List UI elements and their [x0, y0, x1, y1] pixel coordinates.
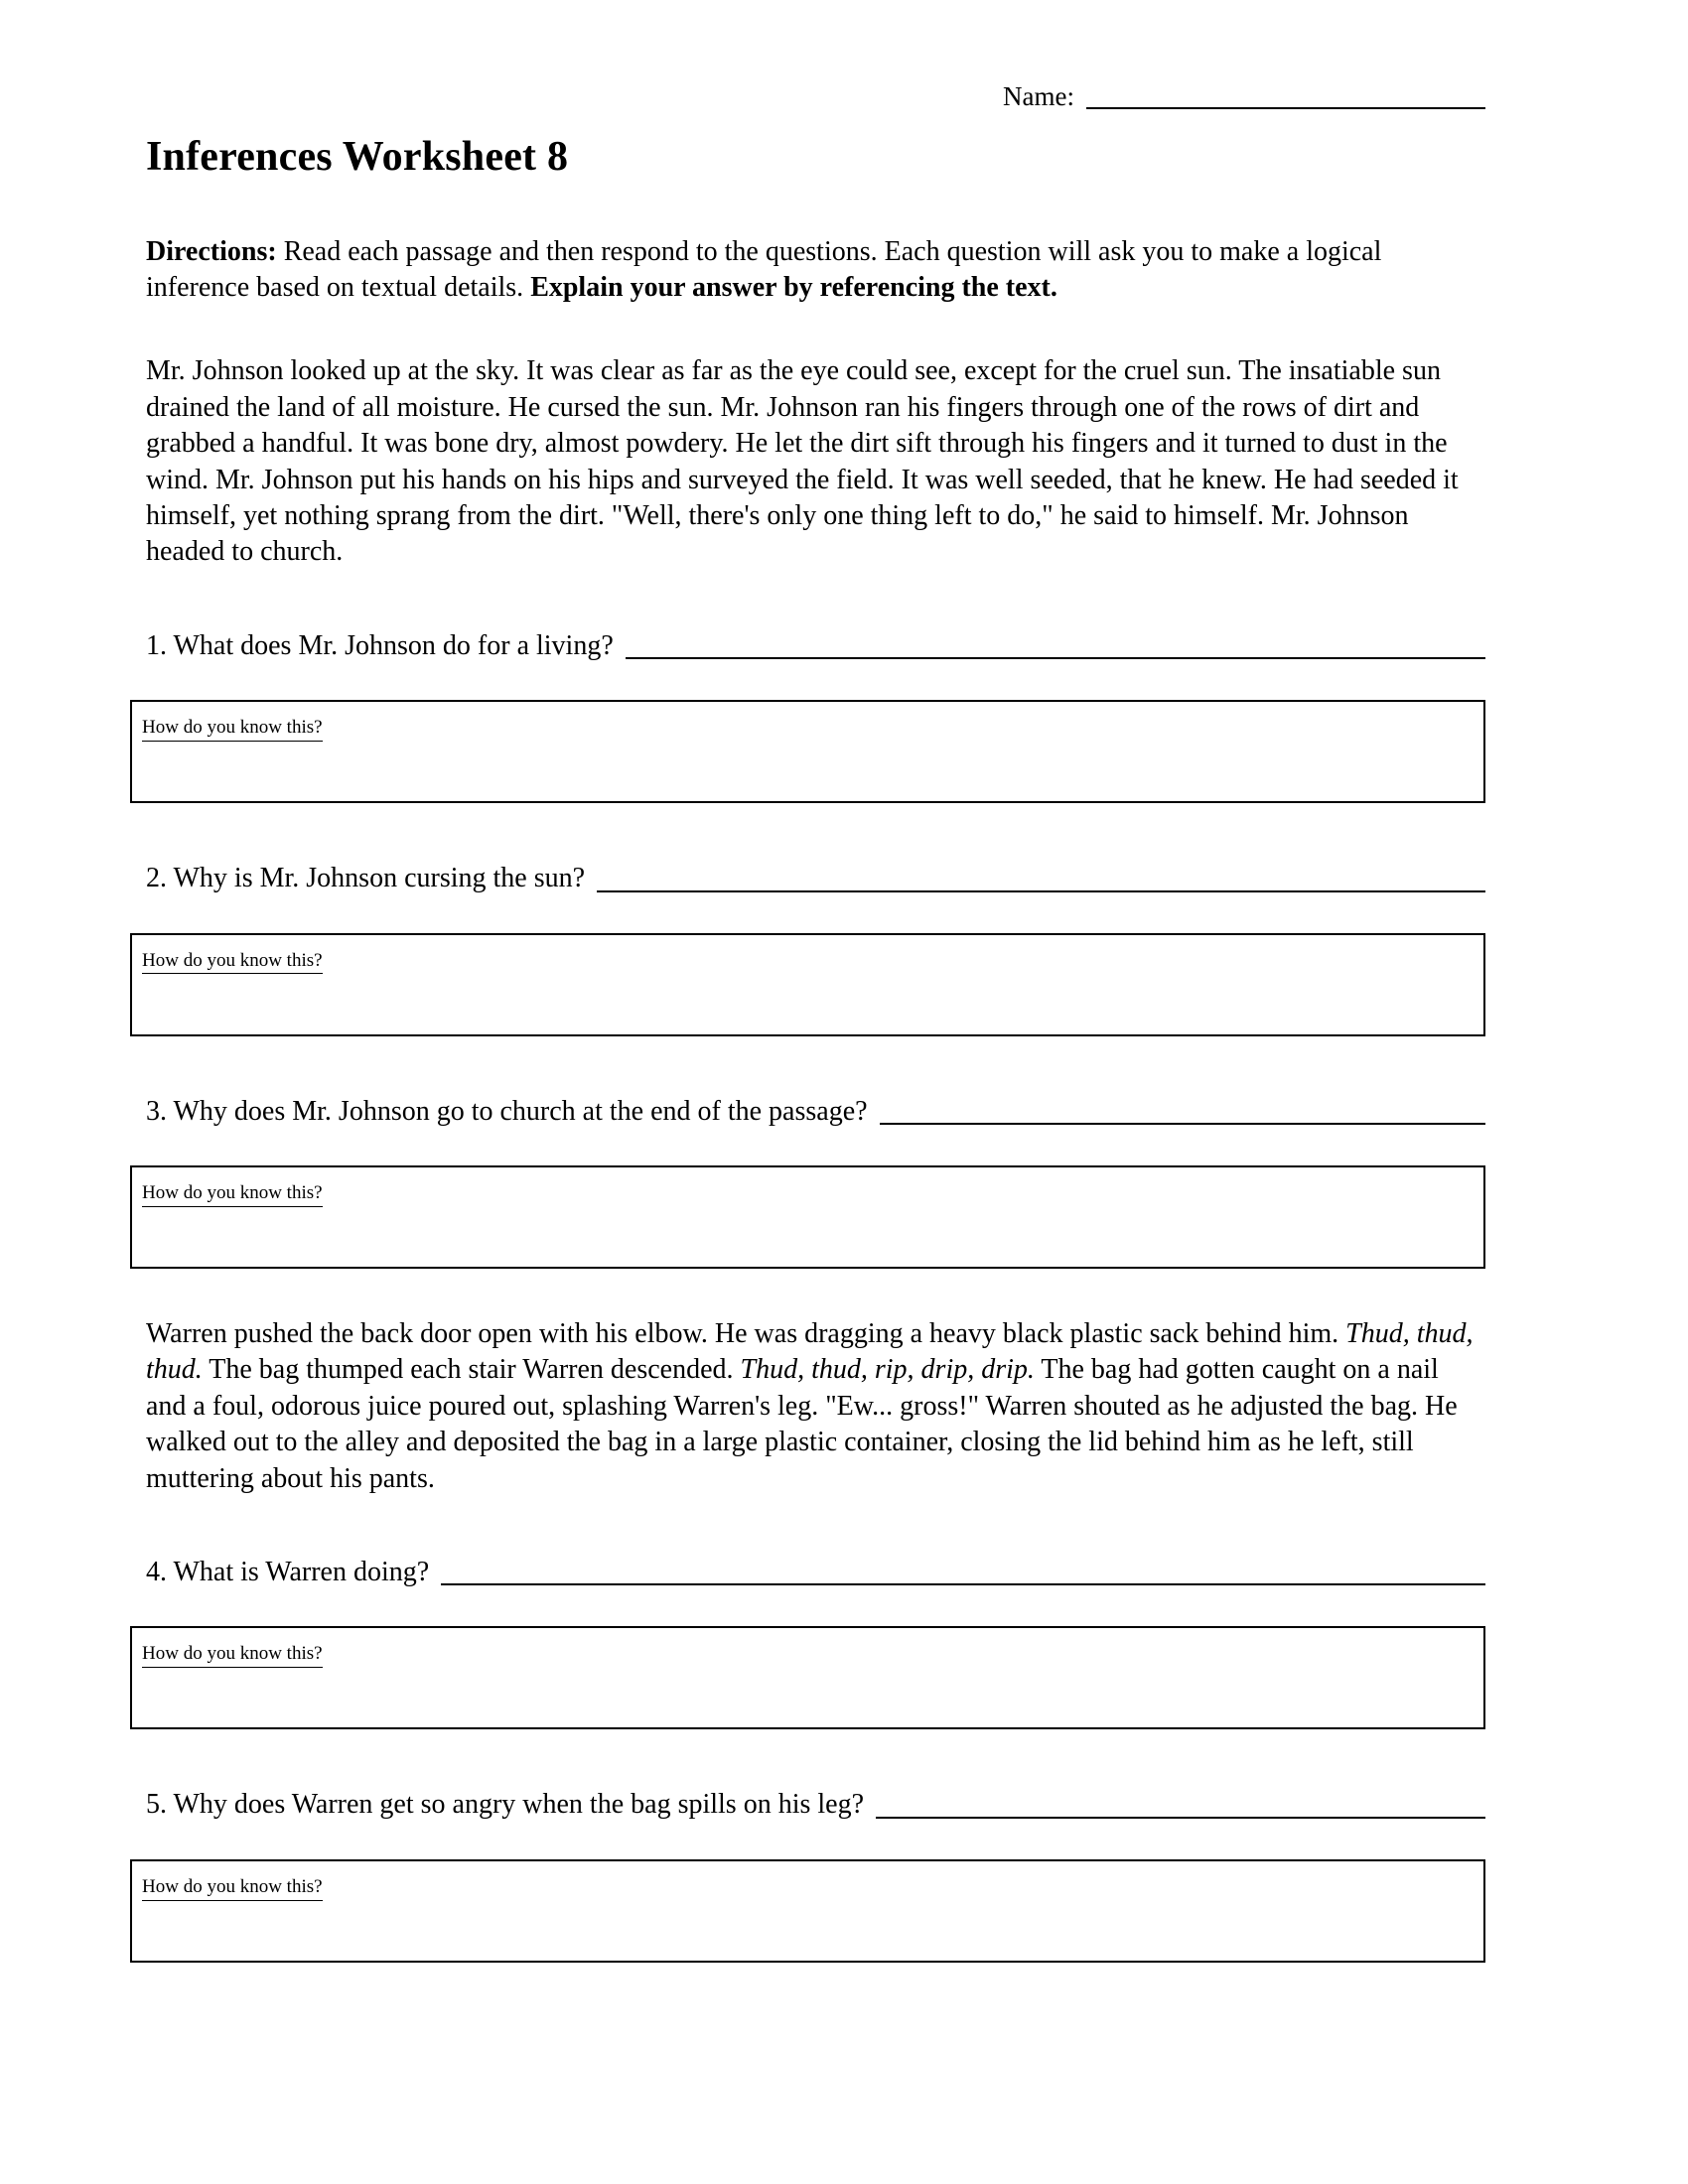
name-label: Name:	[1003, 81, 1074, 111]
answer-box-2-label: How do you know this?	[142, 951, 323, 975]
question-3-answer-line[interactable]	[880, 1123, 1485, 1125]
answer-box-5-label: How do you know this?	[142, 1877, 323, 1901]
question-3	[146, 1094, 1485, 1130]
question-2-answer-line[interactable]	[597, 890, 1485, 892]
answer-box-3-label: How do you know this?	[142, 1183, 323, 1207]
passage-2-segment-5: The bag had gotten caught on a nail and a foul, odorous juice poured out, splashing Warren's leg. "Ew... gross!" Warren shouted as he adjusted the bag. He walked out to the alley and deposited the bag in a large plastic container, closing the lid behind him as he left, still muttering about his pants.	[146, 1354, 1458, 1494]
question-4-answer-line[interactable]	[441, 1583, 1485, 1585]
question-5-label: 5. Why does Warren get so angry when the bag spills on his leg?	[146, 1789, 865, 1821]
answer-box-3[interactable]	[130, 1165, 1485, 1269]
answer-box-5[interactable]	[130, 1859, 1485, 1963]
question-4	[146, 1555, 1485, 1590]
passage-2-segment-1: Warren pushed the back door open with his elbow. He was dragging a heavy black plastic sack behind him.	[146, 1317, 1346, 1349]
name-blank-line[interactable]	[1086, 107, 1485, 109]
directions	[146, 234, 1485, 307]
question-2	[146, 861, 1485, 896]
answer-box-2[interactable]	[130, 933, 1485, 1036]
question-1-label: 1. What does Mr. Johnson do for a living?	[146, 629, 614, 661]
question-1-answer-line[interactable]	[626, 657, 1485, 659]
question-2-label: 2. Why is Mr. Johnson cursing the sun?	[146, 863, 586, 894]
page-title: Inferences Worksheet 8	[146, 134, 569, 181]
passage-1	[146, 353, 1485, 570]
directions-label: Directions:	[146, 235, 277, 267]
question-5-answer-line[interactable]	[876, 1817, 1485, 1819]
question-5	[146, 1787, 1485, 1823]
question-1	[146, 628, 1485, 664]
answer-box-4[interactable]	[130, 1626, 1485, 1729]
passage-2-segment-2-italic: Thud, thud, thud.	[146, 1317, 1474, 1386]
passage-2-segment-3: The bag thumped each stair Warren descended.	[202, 1354, 741, 1386]
passage-2-segment-4-italic: Thud, thud, rip, drip, drip.	[740, 1354, 1035, 1386]
passage-1-text: Mr. Johnson looked up at the sky. It was clear as far as the eye could see, except for the cruel sun. The insatiable sun drained the land of all moisture. He cursed the sun. Mr. Johnson ran his fingers through one of the rows of dirt and grabbed a handful. It was bone dry, almost powdery. He let the dirt sift through his fingers and it turned to dust in the wind. Mr. Johnson put his hands on his hips and surveyed the field. It was well seeded, that he knew. He had seeded it himself, yet nothing sprang from the dirt. "Well, there's only one thing left to do," he said to himself. Mr. Johnson headed to church.	[146, 355, 1459, 568]
question-4-label: 4. What is Warren doing?	[146, 1556, 430, 1587]
answer-box-1[interactable]	[130, 700, 1485, 803]
directions-emphasis: Explain your answer by referencing the text.	[530, 272, 1057, 304]
question-3-label: 3. Why does Mr. Johnson go to church at the end of the passage?	[146, 1095, 868, 1127]
answer-box-4-label: How do you know this?	[142, 1644, 323, 1668]
passage-2	[146, 1316, 1485, 1497]
directions-body: Read each passage and then respond to the questions. Each question will ask you to make a logical inference based on textual details.	[146, 235, 1382, 304]
name-row	[146, 79, 1485, 114]
answer-box-1-label: How do you know this?	[142, 718, 323, 742]
